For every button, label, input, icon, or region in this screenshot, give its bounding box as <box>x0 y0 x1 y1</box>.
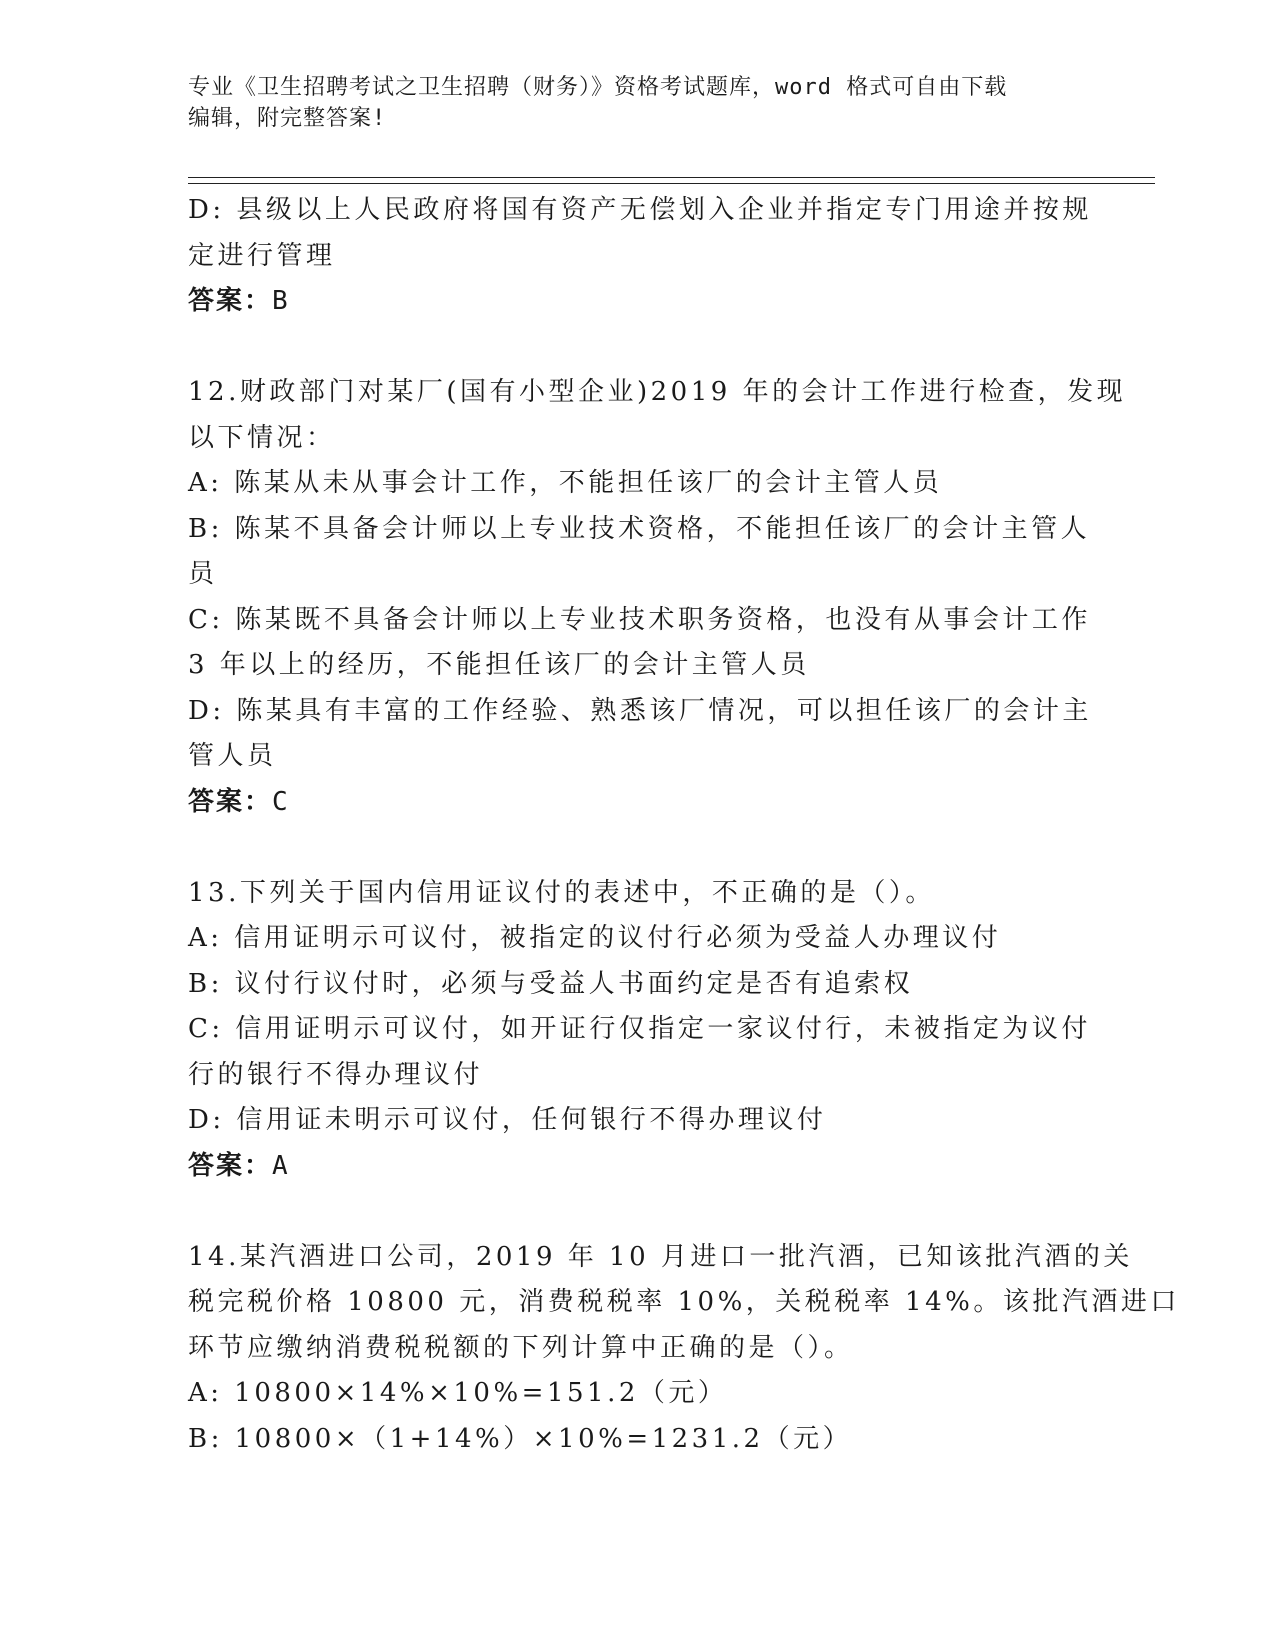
answer-label: 答案： <box>188 786 273 817</box>
q12-option-d-line-1: D: 陈某具有丰富的工作经验、熟悉该厂情况，可以担任该厂的会计主 <box>188 695 1092 726</box>
q13-option-b: B: 议付行议付时，必须与受益人书面约定是否有追索权 <box>188 968 914 999</box>
answer-value: C <box>272 786 290 817</box>
q13-option-c-line-2: 行的银行不得办理议付 <box>188 1059 484 1090</box>
q12-option-a: A: 陈某从未从事会计工作，不能担任该厂的会计主管人员 <box>188 468 943 498</box>
q12-stem-line-1: 12.财政部门对某厂(国有小型企业)2019 年的会计工作进行检查，发现 <box>188 377 1127 407</box>
q12-option-c-line-1: C: 陈某既不具备会计师以上专业技术职务资格，也没有从事会计工作 <box>188 604 1091 635</box>
q12-option-d-line-2: 管人员 <box>188 741 277 771</box>
q12-answer <box>188 780 1088 826</box>
header-divider-bottom <box>188 183 1155 184</box>
spacer <box>188 1189 1088 1235</box>
header-line-2: 编辑，附完整答案! <box>188 106 387 131</box>
document-header <box>188 72 1088 134</box>
q14-stem-line-1: 14.某汽酒进口公司，2019 年 10 月进口一批汽酒，已知该批汽酒的关 <box>188 1241 1133 1272</box>
answer-label: 答案： <box>188 1150 273 1181</box>
prev-option-d-line-1: D: 县级以上人民政府将国有资产无偿划入企业并指定专门用途并按规 <box>188 195 1092 225</box>
q13-option-d: D: 信用证未明示可议付，任何银行不得办理议付 <box>188 1105 827 1135</box>
q13-option-c-line-1: C: 信用证明示可议付，如开证行仅指定一家议付行，未被指定为议付 <box>188 1014 1091 1044</box>
question-content <box>188 188 1180 1462</box>
spacer <box>188 825 1088 871</box>
prev-answer <box>188 279 1088 325</box>
answer-label: 答案： <box>188 286 273 316</box>
q13-stem: 13.下列关于国内信用证议付的表述中，不正确的是（）。 <box>188 877 935 908</box>
prev-option-d-line-2: 定进行管理 <box>188 240 336 271</box>
q12-option-b-line-1: B: 陈某不具备会计师以上专业技术资格，不能担任该厂的会计主管人 <box>188 513 1091 544</box>
header-line-1: 专业《卫生招聘考试之卫生招聘（财务）》资格考试题库，word 格式可自由下载 <box>188 75 1008 100</box>
q12-option-c-line-2: 3 年以上的经历，不能担任该厂的会计主管人员 <box>188 650 810 680</box>
q13-option-a: A: 信用证明示可议付，被指定的议付行必须为受益人办理议付 <box>188 923 1002 953</box>
q12-stem-line-2: 以下情况： <box>188 422 336 453</box>
q14-option-a: A: 10800×14%×10%=151.2（元） <box>188 1378 728 1408</box>
q14-stem-line-2: 税完税价格 10800 元，消费税税率 10%，关税税率 14%。该批汽酒进口 <box>188 1287 1180 1317</box>
q12-option-b-line-2: 员 <box>188 559 218 589</box>
answer-value: A <box>272 1150 290 1181</box>
q14-stem-line-3: 环节应缴纳消费税税额的下列计算中正确的是（）。 <box>188 1332 854 1363</box>
q13-answer <box>188 1144 1088 1190</box>
header-divider-top <box>188 177 1155 178</box>
spacer <box>188 325 1088 371</box>
answer-value: B <box>272 286 290 316</box>
q14-option-b: B: 10800×（1+14%）×10%=1231.2（元） <box>188 1423 853 1454</box>
